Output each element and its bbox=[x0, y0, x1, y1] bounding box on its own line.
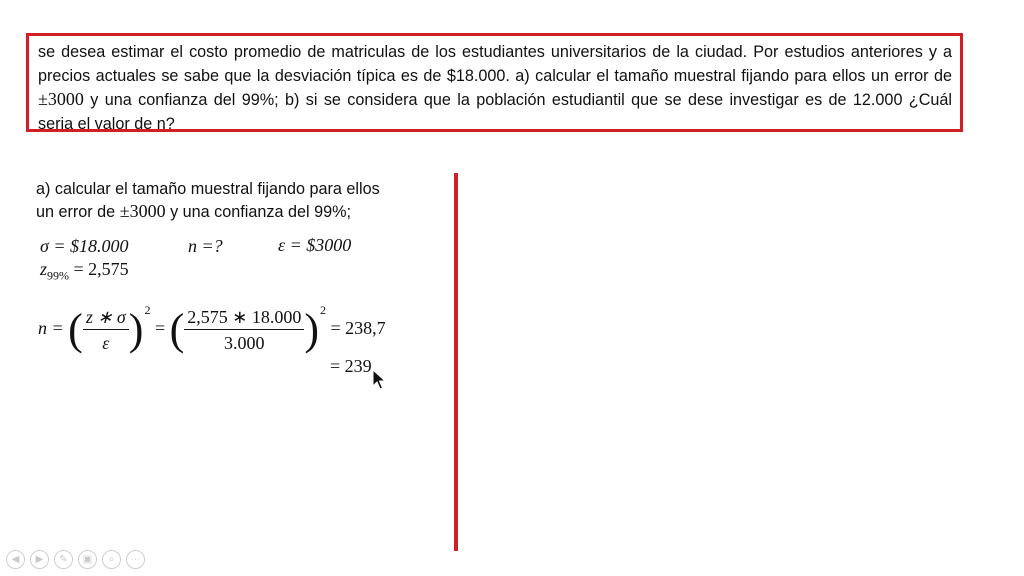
numeric-exponent: 2 bbox=[320, 303, 326, 317]
z-subscript: 99% bbox=[47, 268, 70, 283]
part-a-line-2-suffix: y una confianza del 99%; bbox=[165, 203, 351, 221]
part-a-line-2-prefix: un error de bbox=[36, 203, 120, 221]
given-z bbox=[40, 259, 129, 284]
zoom-icon[interactable]: ⌕ bbox=[102, 550, 121, 569]
symbolic-fraction bbox=[83, 307, 129, 353]
symbolic-numerator: z ∗ σ bbox=[83, 307, 129, 330]
mouse-pointer-icon bbox=[372, 369, 386, 390]
right-paren: ) bbox=[128, 304, 144, 354]
part-a-line-2 bbox=[36, 200, 446, 223]
numeric-fraction bbox=[184, 307, 304, 353]
given-epsilon: ε = $3000 bbox=[278, 235, 352, 255]
left-paren: ( bbox=[68, 304, 83, 354]
numeric-numerator: 2,575 ∗ 18.000 bbox=[184, 307, 304, 330]
z-value: = 2,575 bbox=[69, 259, 129, 279]
slides-icon[interactable]: ▣ bbox=[78, 550, 97, 569]
problem-statement-box bbox=[26, 33, 963, 132]
right-paren-numeric: ) bbox=[304, 304, 319, 354]
pen-icon[interactable]: ✎ bbox=[54, 550, 73, 569]
problem-text-start: se desea estimar el costo promedio de matriculas de los estudiantes universitarios de la ciudad. Por estudios anteriores y a precios actuales se sabe que la desviación típica es de $18.000. a) calcular el tamaño muestral fijando para ellos un error de bbox=[38, 43, 952, 85]
next-icon[interactable]: ▶ bbox=[30, 550, 49, 569]
given-sigma: σ = $18.000 bbox=[40, 236, 129, 256]
formula-lhs: n = bbox=[38, 318, 64, 338]
part-a-line-1: a) calcular el tamaño muestral fijando para ellos bbox=[36, 180, 380, 198]
part-a-error-value: ±3000 bbox=[119, 201, 166, 221]
sample-size-formula bbox=[38, 303, 386, 353]
given-n: n =? bbox=[188, 236, 223, 256]
slideshow-controls bbox=[6, 550, 145, 569]
numeric-denominator: 3.000 bbox=[224, 332, 265, 353]
left-paren-numeric: ( bbox=[169, 304, 185, 354]
symbolic-exponent: 2 bbox=[144, 303, 151, 317]
result-approx: = 238,7 bbox=[330, 318, 386, 338]
part-a-statement bbox=[36, 178, 446, 223]
z-symbol: z bbox=[40, 259, 48, 279]
symbolic-denominator: ε bbox=[102, 332, 110, 353]
previous-icon[interactable]: ◀ bbox=[6, 550, 25, 569]
red-divider-line bbox=[454, 173, 458, 551]
more-icon[interactable]: ⋯ bbox=[126, 550, 145, 569]
problem-text-end: y una confianza del 99%; b) si se considera que la población estudiantil que se dese investigar es de 12.000 ¿Cuál seria el valor de n? bbox=[38, 91, 952, 133]
problem-error-value: ±3000 bbox=[38, 89, 84, 110]
formula-equals: = bbox=[154, 318, 166, 338]
result-rounded: = 239 bbox=[330, 356, 372, 376]
